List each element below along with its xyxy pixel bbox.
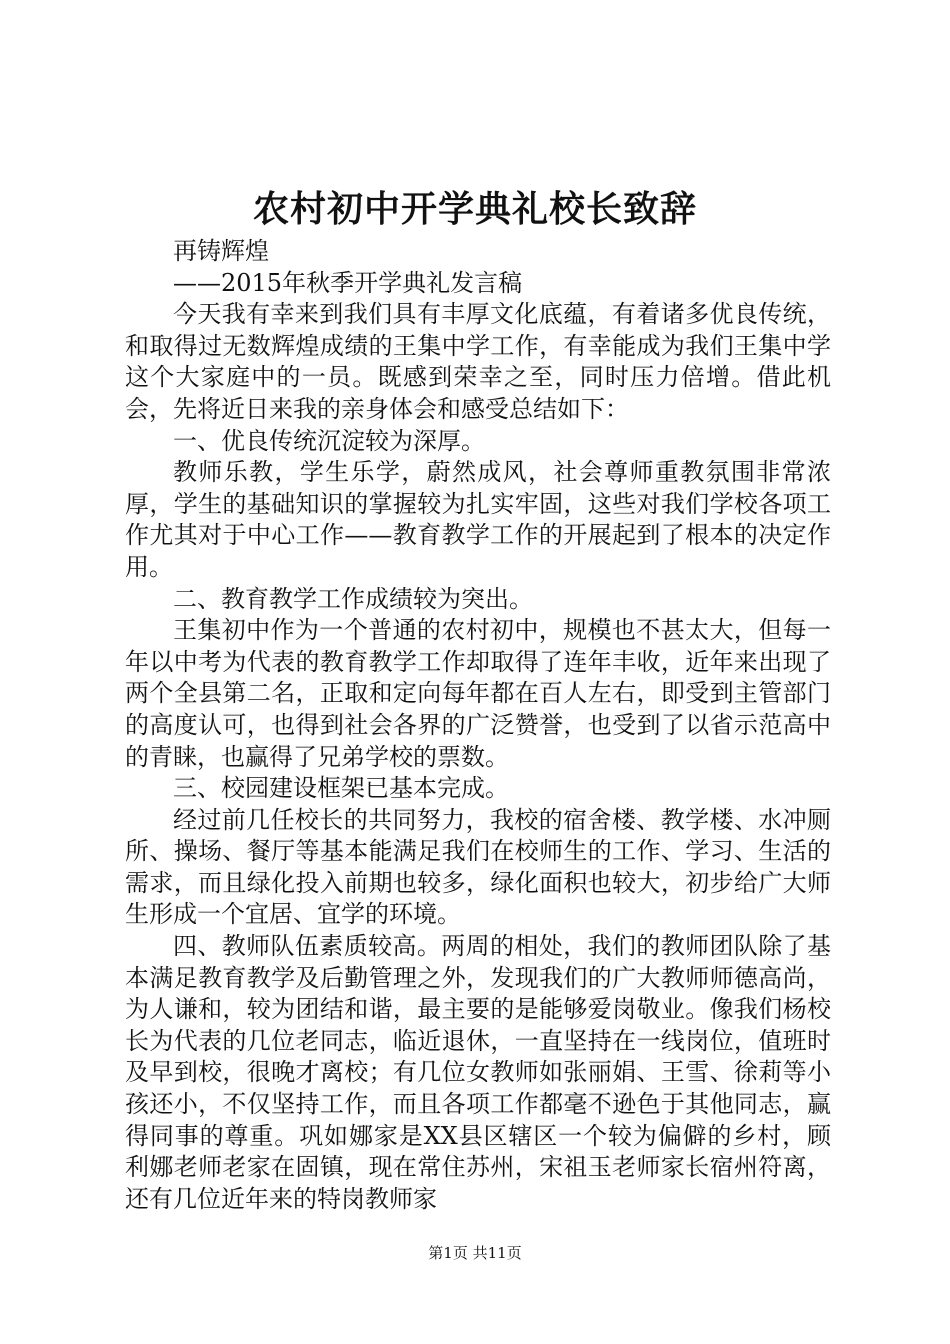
body-paragraph: 教师乐教，学生乐学，蔚然成风，社会尊师重教氛围非常浓厚，学生的基础知识的掌握较为扎实牢固，这些对我们学校各项工作尤其对于中心工作——教育教学工作的开展起到了根本的决定作用。 bbox=[125, 458, 831, 581]
body-paragraph: 今天我有幸来到我们具有丰厚文化底蕴，有着诸多优良传统，和取得过无数辉煌成绩的王集中学工作，有幸能成为我们王集中学这个大家庭中的一员。既感到荣幸之至，同时压力倍增。借此机会，先将近日来我的亲身体会和感受总结如下： bbox=[125, 300, 831, 423]
section-heading: 二、教育教学工作成绩较为突出。 bbox=[173, 584, 533, 613]
body-paragraph: 经过前几任校长的共同努力，我校的宿舍楼、教学楼、水冲厕所、操场、餐厅等基本能满足我们在校师生的工作、学习、生活的需求，而且绿化投入前期也较多，绿化面积也较大，初步给广大师生形成一个宜居、宜学的环境。 bbox=[125, 805, 831, 929]
subtitle-line: 再铸辉煌 bbox=[173, 237, 269, 265]
page-number: 第1页 bbox=[428, 1244, 468, 1262]
document-body bbox=[125, 236, 831, 1215]
document-title: 农村初中开学典礼校长致辞 bbox=[252, 188, 697, 230]
section-heading: 一、优良传统沉淀较为深厚。 bbox=[173, 426, 485, 455]
subtitle-line: ——2015年秋季开学典礼发言稿 bbox=[173, 268, 523, 297]
page-total: 共11页 bbox=[472, 1244, 522, 1262]
body-paragraph: 四、教师队伍素质较高。两周的相处，我们的教师团队除了基本满足教育教学及后勤管理之外，发现我们的广大教师师德高尚，为人谦和，较为团结和谐，最主要的是能够爱岗敬业。像我们杨校长为代表的几位老同志，临近退休，一直坚持在一线岗位，值班时及早到校，很晚才离校；有几位女教师如张丽娟、王雪、徐莉等小孩还小，不仅坚持工作，而且各项工作都毫不逊色于其他同志，赢得同事的尊重。巩如娜家是XX县区辖区一个较为偏僻的乡村，顾利娜老师老家在固镇，现在常住苏州，宋祖玉老师家长宿州符离，还有几位近年来的特岗教师家 bbox=[125, 932, 831, 1213]
page-footer bbox=[0, 1243, 950, 1263]
body-paragraph: 王集初中作为一个普通的农村初中，规模也不甚太大，但每一年以中考为代表的教育教学工作却取得了连年丰收，近年来出现了两个全县第二名，正取和定向每年都在百人左右，即受到主管部门的高度认可，也得到社会各界的广泛赞誉，也受到了以省示范高中的青睐，也赢得了兄弟学校的票数。 bbox=[125, 616, 831, 771]
section-heading: 三、校园建设框架已基本完成。 bbox=[173, 774, 509, 803]
